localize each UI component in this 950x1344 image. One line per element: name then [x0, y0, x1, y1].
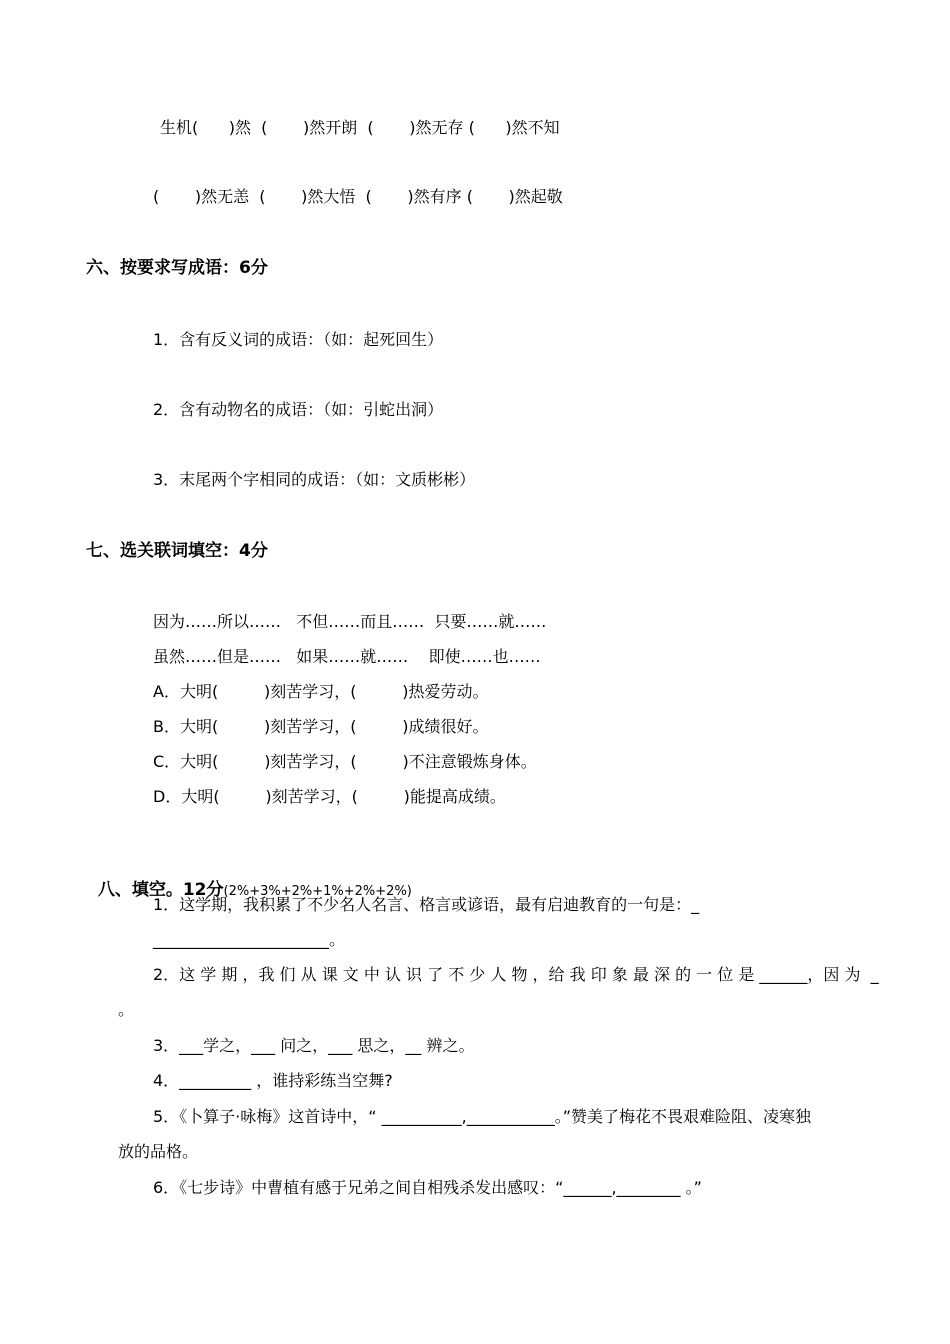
section6-item-2: 2．含有动物名的成语：（如：引蛇出洞）: [153, 400, 444, 419]
section8-q4: 4．_________ ，谁持彩练当空舞?: [153, 1071, 393, 1090]
section7-item-d: D．大明( )刻苦学习，( )能提高成绩。: [153, 787, 506, 806]
section8-heading-text: 八、填空。12分: [97, 880, 224, 900]
section8-q5-line1: 5．《卜算子·咏梅》这首诗中，“ __________,___________。”赞美了梅花不畏艰难险阻、凌寒独: [153, 1107, 812, 1126]
section6-item-1: 1．含有反义词的成语：（如：起死回生）: [153, 330, 444, 349]
section5-row2: ( )然无恙 ( )然大悟 ( )然有序 ( )然起敬: [153, 187, 563, 206]
section8-q2-line1: 2．这 学 期 ，我 们 从 课 文 中 认 识 了 不 少 人 物 ，给 我 印 象 最 深 的 一 位 是 ______，因 为 _: [153, 965, 879, 984]
section7-item-c: C．大明( )刻苦学习，( )不注意锻炼身体。: [153, 752, 537, 771]
section8-q5-line2: 放的品格。: [118, 1142, 199, 1161]
section5-row1: 生机( )然 ( )然开朗 ( )然无存 ( )然不知: [160, 118, 560, 137]
section8-q6: 6．《七步诗》中曹植有感于兄弟之间自相残杀发出感叹：“______,________ 。”: [153, 1178, 702, 1197]
section8-q3: 3．___学之，___ 问之，___ 思之，__ 辨之。: [153, 1036, 475, 1055]
section7-heading: 七、选关联词填空：4分: [86, 541, 268, 561]
section6-heading: 六、按要求写成语：6分: [86, 258, 268, 278]
section8-q1-line2: ______________________。: [153, 930, 346, 949]
section7-options-row2: 虽然……但是…… 如果……就…… 即使……也……: [153, 647, 541, 666]
section6-item-3: 3．末尾两个字相同的成语：（如：文质彬彬）: [153, 470, 476, 489]
section8-q1-line1: 1．这学期，我积累了不少名人名言、格言或谚语，最有启迪教育的一句是：_: [153, 895, 700, 914]
section7-item-a: A．大明( )刻苦学习，( )热爱劳动。: [153, 682, 489, 701]
section7-item-b: B．大明( )刻苦学习，( )成绩很好。: [153, 717, 489, 736]
section8-q2-line2: 。: [118, 1000, 135, 1019]
section7-options-row1: 因为……所以…… 不但……而且…… 只要……就……: [153, 612, 547, 631]
section8-heading-points: (2%+3%+2%+1%+2%+2%): [223, 884, 412, 899]
